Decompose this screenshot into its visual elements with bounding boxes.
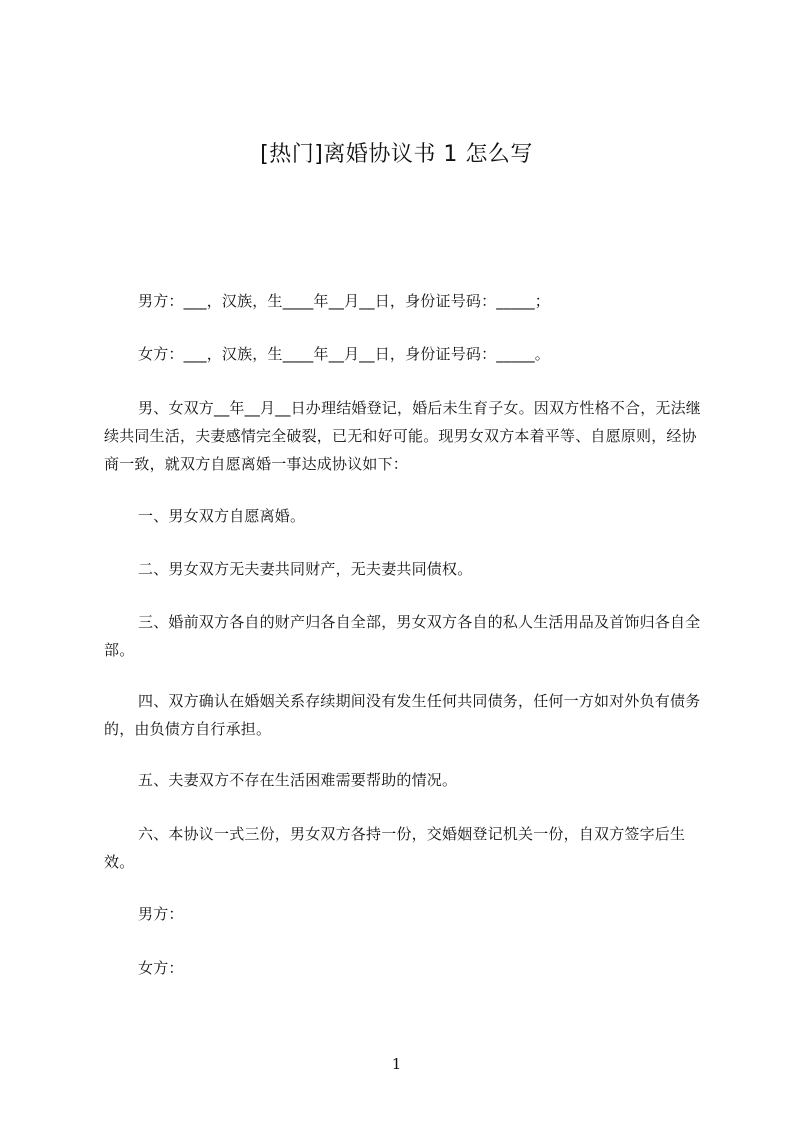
intro-paragraph: 男、女双方__年__月__日办理结婚登记，婚后未生育子女。因双方性格不合，无法继续共同生活，夫妻感情完全破裂，已无和好可能。现男女双方本着平等、自愿原则，经协商一致，就双方自愿离婚一事达成协议如下：: [104, 399, 702, 473]
signature-male: 男方：: [138, 905, 184, 923]
male-party-line: 男方：___，汉族，生____年__月__日，身份证号码：_____；: [138, 292, 551, 310]
page-number: 1: [391, 1055, 402, 1073]
clause-2: 二、男女双方无夫妻共同财产，无夫妻共同债权。: [138, 560, 473, 578]
clause-4: 四、双方确认在婚姻关系存续期间没有发生任何共同债务，任何一方如对外负有债务的，由负债方自行承担。: [104, 692, 701, 738]
signature-female: 女方：: [138, 959, 184, 977]
clause-6: 六、本协议一式三份，男女双方各持一份，交婚姻登记机关一份，自双方签字后生效。: [104, 825, 686, 871]
female-party-line: 女方：___，汉族，生____年__月__日，身份证号码：_____。: [138, 345, 551, 363]
clause-5: 五、夫妻双方不存在生活困难需要帮助的情况。: [138, 771, 458, 789]
clause-1: 一、男女双方自愿离婚。: [138, 507, 306, 525]
clause-3: 三、婚前双方各自的财产归各自全部，男女双方各自的私人生活用品及首饰归各自全部。: [104, 613, 701, 659]
document-title: [热门]离婚协议书 1 怎么写: [260, 142, 533, 167]
